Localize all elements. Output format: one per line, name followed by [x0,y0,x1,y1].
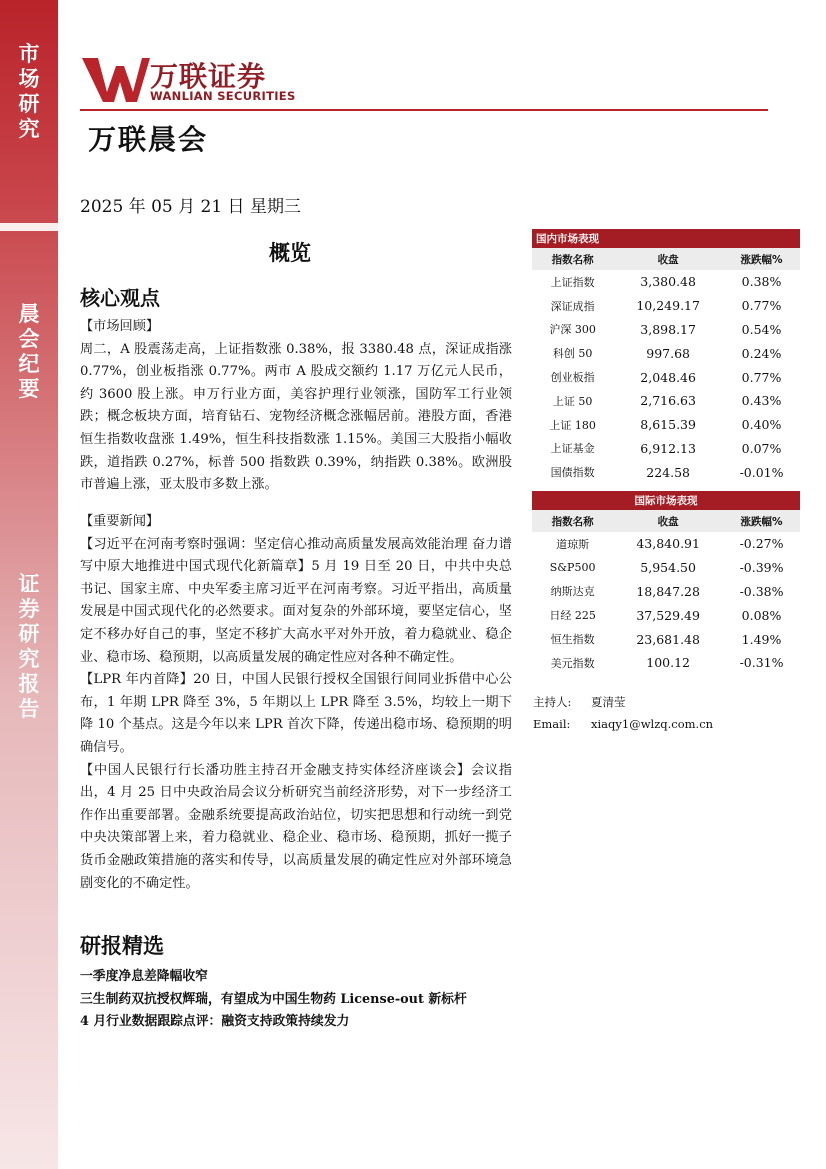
close-value-cell: 37,529.49 [636,607,700,623]
brand-name-cn: 万联证券 [150,60,267,93]
news-item-lpr: 【LPR 年内首降】20 日，中国人民银行授权全国银行间同业拆借中心公布，1 年期 LPR 降至 3%，5 年期以上 LPR 降至 3.5%，均较上一期下降 10 个基点。这是今年以来 LPR 首次下降，传递出稳市场、稳预期的明确信号。 [80,672,512,755]
table-row [532,413,800,437]
change-pct-cell: 0.38% [741,274,782,290]
email-label: Email: [533,717,571,731]
index-name-cell: 恒生指数 [550,633,595,647]
news-item-xi-henan: 【习近平在河南考察时强调：坚定信心推动高质量发展高效能治理 奋力谱写中原大地推进中国式现代化新篇章】5 月 19 日至 20 日，中共中央总书记、国家主席、中央军委主席习近平在河南考察。习近平指出，高质量发展是中国式现代化的必然要求。面对复杂的外部环境，要坚定信心，坚定不移办好自己的事，坚定不移扩大高水平对外开放，着力稳就业、稳企业、稳市场、稳预期，以高质量发展的确定性应对各种不确定性。 [80,536,512,665]
email-address[interactable]: xiaqy1@wlzq.com.cn [591,717,714,731]
host-name: 夏清莹 [591,695,626,709]
table-row [532,532,800,556]
sidebar-divider [0,223,58,231]
index-name-cell: 上证 180 [549,418,596,432]
core-view-heading: 核心观点 [80,286,160,310]
index-name-cell: 国债指数 [550,466,595,480]
close-value-cell: 10,249.17 [636,298,700,314]
col-header: 涨跌幅% [723,248,800,270]
close-value-cell: 3,898.17 [640,321,696,337]
table-row [532,603,800,627]
sidebar-section-morning-meeting: 晨 会 纪 要 [18,302,40,401]
index-name-cell: 日经 225 [549,609,596,623]
index-name-cell: 美元指数 [550,656,595,670]
index-name-cell: 上证指数 [550,275,595,289]
close-value-cell: 6,912.13 [640,440,696,456]
sidebar-section-securities-report: 证 券 研 究 报 告 [18,572,40,721]
table-row [532,365,800,389]
market-review-text: 周二，A 股震荡走高，上证指数涨 0.38%，报 3380.48 点，深证成指涨 0.77%，创业板指涨 0.77%。两市 A 股成交额约 1.17 万亿元人民币，约 3600 股上涨。申万行业方面，美容护理行业领涨，国防军工行业领跌；概念板块方面，培育钻石、宠物经济概念涨幅居前。港股方面，香港恒生指数收盘涨 1.49%，恒生科技指数涨 1.15%。美国三大股指小幅收跌，道指跌 0.27%，标普 500 指数跌 0.39%，纳指跌 0.38%。欧洲股市普遍上涨，亚太股市多数上涨。 [80,341,512,493]
market-review-tag: 【市场回顾】 [80,319,160,334]
left-sidebar-band [0,0,58,1169]
domestic-market-table [532,229,800,484]
domestic-table-title: 国内市场表现 [532,229,800,248]
change-pct-cell: -0.01% [739,464,784,480]
brand-name-en: WANLIAN SECURITIES [150,89,296,103]
close-value-cell: 8,615.39 [640,417,696,433]
table-row [532,627,800,651]
index-name-cell: 上证 50 [552,394,593,408]
table-row [532,318,800,342]
change-pct-cell: -0.31% [739,655,784,671]
close-value-cell: 2,716.63 [640,393,696,409]
news-tag: 【重要新闻】 [80,514,160,529]
index-name-cell: S&P500 [549,561,596,575]
col-header: 收盘 [613,248,723,270]
change-pct-cell: 0.77% [741,298,782,314]
table-row [532,294,800,318]
index-name-cell: 道琼斯 [556,537,590,551]
index-name-cell: 纳斯达克 [550,585,595,599]
host-label: 主持人: [533,695,572,709]
research-heading: 研报精选 [80,933,164,958]
close-value-cell: 5,954.50 [640,560,696,576]
index-name-cell: 沪深 300 [549,323,596,337]
change-pct-cell: 0.40% [741,417,782,433]
index-name-cell: 科创 50 [552,347,593,361]
close-value-cell: 2,048.46 [640,369,696,385]
change-pct-cell: -0.39% [739,560,784,576]
report-date: 2025 年 05 月 21 日 星期三 [80,197,301,217]
close-value-cell: 997.68 [646,345,691,361]
index-name-cell: 上证基金 [550,442,595,456]
news-item-pboc-meeting: 【中国人民银行行长潘功胜主持召开金融支持实体经济座谈会】会议指出，4 月 25 日中央政治局会议分析研究当前经济形势，对下一步经济工作作出重要部署。金融系统要提高政治站位，切实把思想和行动统一到党中央决策部署上来，着力稳就业、稳企业、稳市场、稳预期，抓好一揽子货币金融政策措施的落实和传导，以高质量发展的确定性应对外部环境急剧变化的不确定性。 [80,762,512,891]
change-pct-cell: 0.08% [741,607,782,623]
close-value-cell: 23,681.48 [636,631,700,647]
col-header: 收盘 [613,510,723,532]
table-row [532,556,800,580]
close-value-cell: 3,380.48 [640,274,696,290]
col-header: 指数名称 [532,510,613,532]
international-market-table [532,491,800,675]
research-item[interactable]: 一季度净息差降幅收窄 [80,969,208,984]
table-row [532,651,800,675]
col-header: 指数名称 [532,248,613,270]
page-title: 万联晨会 [88,123,209,156]
change-pct-cell: 0.07% [741,440,782,456]
change-pct-cell: 0.77% [741,369,782,385]
close-value-cell: 43,840.91 [636,536,700,552]
intl-table-title: 国际市场表现 [532,491,800,510]
change-pct-cell: -0.38% [739,583,784,599]
table-row [532,580,800,604]
change-pct-cell: 0.24% [741,345,782,361]
change-pct-cell: 0.43% [741,393,782,409]
market-review-section [80,316,512,497]
research-item[interactable]: 三生制药双抗授权辉瑞，有望成为中国生物药 License-out 新标杆 [80,991,467,1007]
change-pct-cell: -0.27% [739,536,784,552]
research-list [80,966,520,1034]
close-value-cell: 224.58 [646,464,691,480]
index-name-cell: 深证成指 [550,299,595,313]
sidebar-section-market-research: 市 场 研 究 [18,42,40,141]
col-header: 涨跌幅% [723,510,800,532]
change-pct-cell: 0.54% [741,321,782,337]
close-value-cell: 100.12 [646,655,691,671]
change-pct-cell: 1.49% [741,631,782,647]
table-row [532,389,800,413]
table-row [532,270,800,294]
research-item[interactable]: 4 月行业数据跟踪点评：融资支持政策持续发力 [80,1014,350,1029]
presenter-info [533,691,713,735]
header-rule [80,109,768,111]
table-row [532,437,800,461]
index-name-cell: 创业板指 [550,371,595,385]
table-row [532,460,800,484]
table-row [532,341,800,365]
close-value-cell: 18,847.28 [636,583,700,599]
overview-heading: 概览 [269,240,311,265]
news-section [80,511,512,895]
